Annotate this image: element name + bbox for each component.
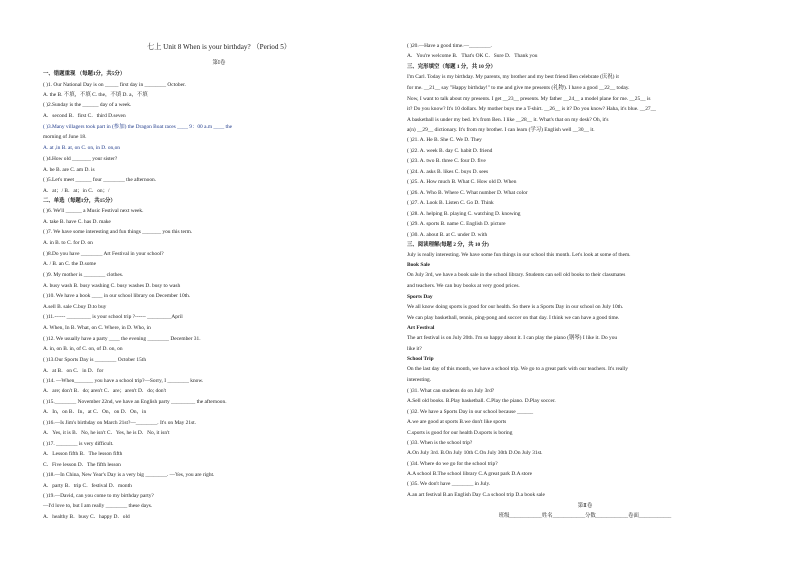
text-line: A. be B. are C. am D. is	[43, 167, 95, 173]
text-line: 第Ⅱ卷	[577, 503, 593, 509]
text-line: A. in B. to C. for D. on	[43, 240, 93, 246]
text-line: Sports Day	[407, 294, 433, 300]
text-line: ( )1. Our National Day is on _____ first day in ________ October.	[43, 82, 186, 88]
text-line: A.A school B.The school library C.A great park D.A store	[407, 471, 533, 477]
text-line: ( )14. —When_______ you have a school trip?—Sorry, I ________ know.	[43, 378, 204, 384]
text-line: ( )3.Many villagers took part in (参加) the Dragon Boat races ____ 9：00 a.m ____ the	[43, 124, 233, 130]
text-line: ( )11.------ _________ is your school trip ?------ _________April	[43, 314, 183, 320]
text-line: A．You're welcome B．That's OK C．Sure D．Thank you	[407, 53, 538, 59]
text-line: ( )21. A. He B. She C. We D. They	[407, 137, 482, 143]
text-line: ( )28. A. helping B. playing C. watching D. knowing	[407, 211, 521, 217]
text-line: ( )24. A. asks B. likes C. buys D. sees	[407, 169, 489, 175]
text-line: and teachers. We can buy books at very good prices.	[407, 283, 520, 289]
text-line: ( )32. We have a Sports Day in our school because ______	[407, 409, 534, 415]
text-line: ( )31. What can students do on July 3rd?	[407, 388, 495, 394]
text-line: We all know doing sports is good for our health. So there is a Sports Day in our school on July 10th.	[407, 304, 624, 310]
text-line: ( )17. ________ is very difficult.	[43, 441, 114, 447]
text-line: ( )15.________ November 22nd, we have an English party _________ the afternoon.	[43, 399, 227, 405]
text-line: like it?	[407, 346, 422, 352]
text-line: ( )16.—Is Jim's birthday on March 21st?—________. It's on May 21st.	[43, 420, 197, 426]
text-line: A. busy wash B. busy washing C. busy washes D. busy to wash	[43, 283, 181, 289]
text-line: A. at ,in B. at, on C. on, in D. on,on	[43, 145, 120, 151]
text-line: ( )12. We usually have a party ____ the evening ________ December 31.	[43, 336, 201, 342]
text-line: A.Sell old books. B.Play basketball. C.Play the piano. D.Play soccer.	[407, 398, 556, 404]
text-line: A. take B. have C. has D. make	[43, 219, 111, 225]
text-line: it? Do you know? It's 10 dollars. My mother buys me a T-shirt. __26__ is it? Do you know? Haha, it's blue. __27__	[407, 106, 656, 112]
text-line: ( )18.—In China, New Year's Day is a very big ________. —Yes, you are right.	[43, 472, 215, 478]
text-line: ( )13.Our Sports Day is ________ October 15th	[43, 357, 147, 363]
text-line: a(n) __29__ dictionary. It's from my brother. I can learn (学习) English well __30__ it.	[407, 127, 595, 133]
text-line: ( )33. When is the school trip?	[407, 440, 473, 446]
text-line: ( )4.How old _______ your sister?	[43, 156, 118, 162]
text-line: ( )35. We don't have ________ in July.	[407, 481, 491, 487]
text-line: ( )23. A. two B. three C. four D. five	[407, 158, 486, 164]
text-line: 三、完形填空（每题 1 分，共 10 分）	[407, 64, 496, 70]
text-line: ( )20.—Have a good time.—________.	[407, 43, 492, 49]
text-line: The art festival is on July 20th. I'm so happy about it. I can play the piano (钢琴) I like it. Do you	[407, 335, 618, 341]
text-line: A．are; don't B．do; aren't C．are；aren't D．do; don't	[43, 388, 167, 394]
text-line: ( )29. A. sports B. name C. English D. picture	[407, 221, 506, 227]
text-line: for me. __21__ say "Happy birthday!" to me and give me presents (礼物). I have a good __22__ today.	[407, 85, 630, 91]
text-line: A. the B. 不填，不填 C. the，不填 D. a，不填	[43, 92, 148, 98]
text-line: ( )30. A. about B. at C. under D. with	[407, 232, 488, 238]
text-line: Now, I want to talk about my presents. I get __23__ presents. My father __24__ a model plane for me. __25__ is	[407, 96, 651, 102]
text-line: A．at；/ B．at；in C．on；/	[43, 188, 110, 194]
text-line: A．healthy B．busy C．happy D．old	[43, 514, 130, 520]
text-line: ( )27. A. Look B. Listen C. Go D. Think	[407, 200, 494, 206]
text-line: A．Lesson fifth B．The lesson fifth	[43, 451, 123, 457]
text-line: C．Five lesson D．The fifth lesson	[43, 462, 121, 468]
text-line: A．party B．trip C．festival D．month	[43, 483, 132, 489]
text-line: On July 3rd, we have a book sale in the school library. Students can sell old books to their classmates	[407, 272, 626, 278]
text-line: ( )8.Do you have ________ Art Festival in your school?	[43, 251, 164, 257]
text-line: School Trip	[407, 356, 434, 362]
text-line: A．Yes, it is B．No, he isn't C．Yes, he is D．No, it isn't	[43, 430, 170, 436]
text-line: I'm Carl. Today is my birthday. My parents, my brother and my best friend Ben celebrate (庆祝) it	[407, 74, 619, 80]
text-line: A. / B. an C. the D.some	[43, 261, 97, 267]
text-line: 第Ⅰ卷	[212, 60, 226, 66]
text-line: 一、错题重现 （每题1分，共5分）	[43, 71, 126, 77]
text-line: ( )25. A. How much B. What C. How old D. When	[407, 179, 517, 185]
text-line: morning of June 18.	[43, 134, 87, 140]
text-line: 三、阅读理解(每题 2 分，共 10 分)	[407, 242, 489, 248]
text-line: July is really interesting. We have some fun things in our school this month. Let's look at some of them.	[407, 252, 631, 258]
text-line: ( )10. We have a book ____ in our school library on December 10th.	[43, 293, 191, 299]
text-line: ( )5.Let's meet ______ four ________ the afternoon.	[43, 177, 157, 183]
text-line: —I'd love to, but I am really ________ these days.	[43, 503, 153, 509]
text-line: On the last day of this month, we have a school trip. We go to a great park with our teachers. It's really	[407, 366, 628, 372]
text-line: ( )19.—David, can you come to my birthday party?	[43, 493, 154, 499]
text-line: 班级____________姓名____________分数____________卷面____________	[498, 513, 672, 519]
text-line: interesting.	[407, 377, 432, 383]
text-line: We can play basketball, tennis, ping-pong and soccer on that day. I think we can have a good time.	[407, 315, 620, 321]
text-line: Art Festival	[407, 325, 435, 331]
text-line: A.we are good at sports B.we don't like sports	[407, 419, 507, 425]
text-line: C.sports is good for our health D.sports is boring	[407, 430, 513, 436]
text-line: 二、单选（每题1分，共15分）	[43, 198, 116, 204]
text-line: 七上 Unit 8 When is your birthday? （Period 5）	[147, 43, 291, 51]
text-line: ( )22. A. week B. day C. habit D. friend	[407, 148, 493, 154]
text-line: ( )34. Where do we go for the school trip?	[407, 461, 498, 467]
text-line: A．In，on B．In，at C．On，on D．On，in	[43, 409, 147, 415]
text-line: ( )6. We'll ______ a Music Festival next week.	[43, 208, 144, 214]
text-line: ( )26. A. Who B. Where C. What number D. What color	[407, 190, 528, 196]
text-line: A. in, on B. in, of C. on, of D. on, on	[43, 346, 123, 352]
text-line: A basketball is under my bed. It's from Ben. I like __28__ it. What's that on my desk? Oh, it's	[407, 117, 609, 123]
text-line: A．second B．first C．third D.seven	[43, 113, 126, 119]
text-line: A.an art festival B.an English Day C.a school trip D.a book sale	[407, 492, 545, 498]
text-line: A.sell B. sale C.buy D.to buy	[43, 304, 107, 310]
text-line: A．at B．on C．in D．for	[43, 368, 104, 374]
text-line: ( )9. My mother is ________ clothes.	[43, 272, 124, 278]
text-line: A.On July 3rd. B.On July 10th C.On July 30th D.On July 31st.	[407, 450, 543, 456]
text-line: Book Sale	[407, 262, 430, 268]
text-line: ( )7. We have some interesting and fun things _______ you this term.	[43, 229, 193, 235]
text-line: A. When, In B. What, on C. Where, in D. Who, in	[43, 325, 151, 331]
text-line: ( )2.Sunday is the ______ day of a week.	[43, 102, 132, 108]
